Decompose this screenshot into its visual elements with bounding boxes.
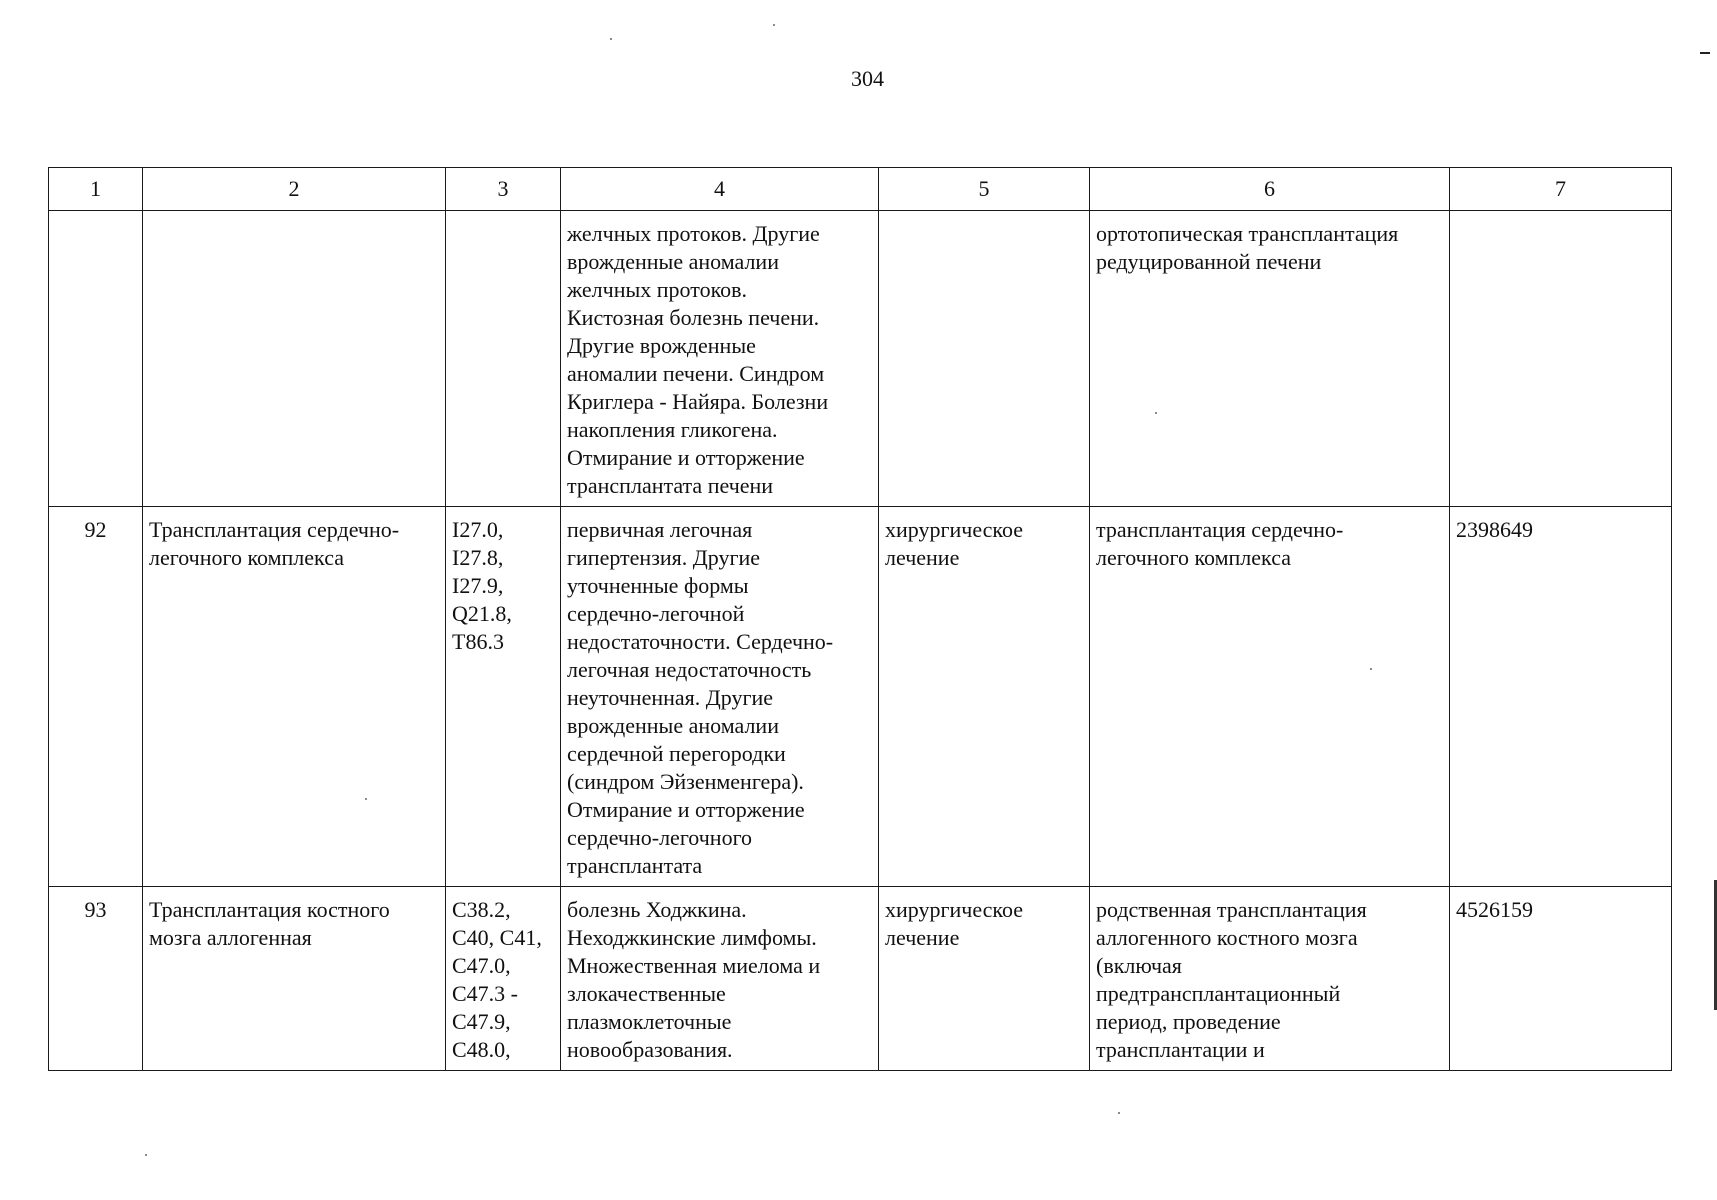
scan-speck	[1370, 668, 1372, 670]
column-header: 6	[1090, 168, 1450, 211]
treatment-type-cell: хирургическое лечение	[879, 887, 1090, 1071]
diagnosis-cell: первичная легочная гипертензия. Другие уточненные формы сердечно-легочной недостаточности. Сердечно- легочная недостаточность неуточненная. Другие врожденные аномалии сердечной перегородки (синдром Эйзенменгера). Отмирание и отторжение сердечно-легочного трансплантата	[561, 507, 879, 887]
table-row	[49, 507, 1672, 887]
cost-cell	[1450, 211, 1672, 507]
column-header: 1	[49, 168, 143, 211]
diagnosis-cell: болезнь Ходжкина. Неходжкинские лимфомы. Множественная миелома и злокачественные плазмоклеточные новообразования.	[561, 887, 879, 1071]
column-header: 5	[879, 168, 1090, 211]
column-header: 4	[561, 168, 879, 211]
scan-speck	[145, 1154, 147, 1156]
column-header: 7	[1450, 168, 1672, 211]
procedures-table	[48, 167, 1672, 1071]
table-header-row	[49, 168, 1672, 211]
scan-speck	[610, 38, 612, 40]
row-number-cell: 93	[49, 887, 143, 1071]
scan-speck	[773, 24, 775, 26]
procedure-name-cell	[143, 211, 446, 507]
icd-codes-cell: I27.0, I27.8, I27.9, Q21.8, T86.3	[446, 507, 561, 887]
scan-speck	[365, 798, 367, 800]
column-header: 2	[143, 168, 446, 211]
column-header: 3	[446, 168, 561, 211]
diagnosis-cell: желчных протоков. Другие врожденные аномалии желчных протоков. Кистозная болезнь печени. Другие врожденные аномалии печени. Синдром Криглера - Найяра. Болезни накопления гликогена. Отмирание и отторжение трансплантата печени	[561, 211, 879, 507]
row-number-cell: 92	[49, 507, 143, 887]
scan-edge-mark	[1700, 52, 1710, 54]
row-number-cell	[49, 211, 143, 507]
method-cell: трансплантация сердечно- легочного комплекса	[1090, 507, 1450, 887]
method-cell: ортотопическая трансплантация редуцированной печени	[1090, 211, 1450, 507]
cost-cell: 2398649	[1450, 507, 1672, 887]
method-cell: родственная трансплантация аллогенного костного мозга (включая предтрансплантационный период, проведение трансплантации и	[1090, 887, 1450, 1071]
scan-speck	[1118, 1112, 1120, 1114]
cost-cell: 4526159	[1450, 887, 1672, 1071]
table-row	[49, 211, 1672, 507]
icd-codes-cell	[446, 211, 561, 507]
procedure-name-cell: Трансплантация сердечно- легочного комплекса	[143, 507, 446, 887]
treatment-type-cell	[879, 211, 1090, 507]
page-number: 304	[851, 66, 884, 91]
procedure-name-cell: Трансплантация костного мозга аллогенная	[143, 887, 446, 1071]
treatment-type-cell: хирургическое лечение	[879, 507, 1090, 887]
table-row	[49, 887, 1672, 1071]
scan-speck	[1155, 412, 1157, 414]
icd-codes-cell: C38.2, C40, C41, C47.0, C47.3 - C47.9, C48.0,	[446, 887, 561, 1071]
